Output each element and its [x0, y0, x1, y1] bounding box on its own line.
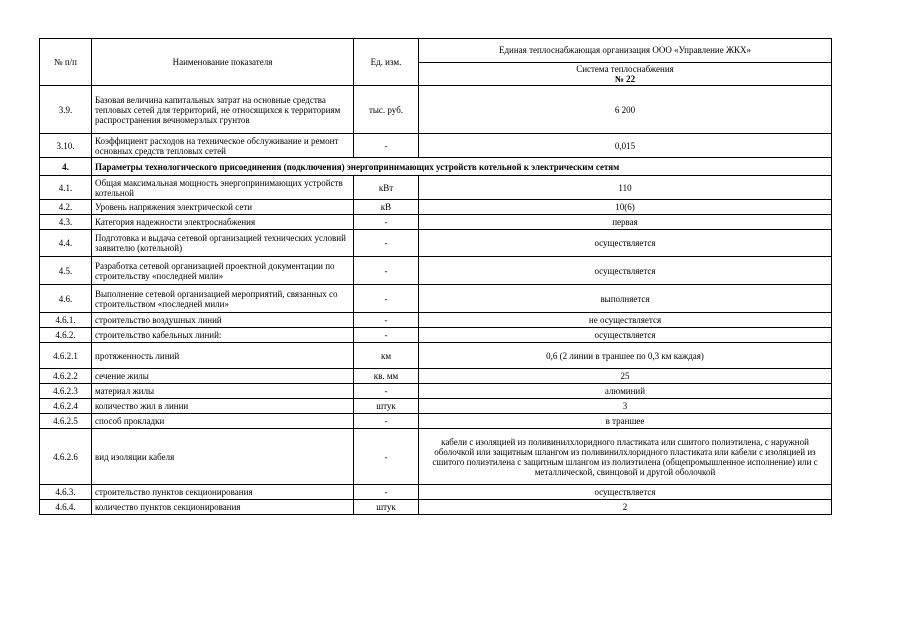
row-number: 4.6.2.3	[40, 384, 92, 399]
row-unit: тыс. руб.	[354, 86, 419, 134]
row-value: не осуществляется	[419, 313, 832, 328]
row-name: протяженность линий	[92, 343, 354, 369]
column-header-organization: Единая теплоснабжающая организация ООО «Управление ЖКХ»	[419, 39, 832, 63]
row-unit: кВт	[354, 176, 419, 200]
table-row	[40, 230, 832, 257]
row-value: осуществляется	[419, 328, 832, 343]
row-value: осуществляется	[419, 257, 832, 285]
row-number: 4.3.	[40, 215, 92, 230]
table-row	[40, 215, 832, 230]
row-unit: -	[354, 313, 419, 328]
row-value: в траншее	[419, 414, 832, 429]
table-row	[40, 414, 832, 429]
row-value: 6 200	[419, 86, 832, 134]
row-name: способ прокладки	[92, 414, 354, 429]
row-name: Базовая величина капитальных затрат на основные средства тепловых сетей для территорий, не относящихся к территориям распространения вечномерзлых грунтов	[92, 86, 354, 134]
row-number: 3.9.	[40, 86, 92, 134]
column-header-system	[419, 63, 832, 86]
row-name: Уровень напряжения электрической сети	[92, 200, 354, 215]
row-unit: -	[354, 230, 419, 257]
table-row	[40, 328, 832, 343]
row-number: 4.6.2.1	[40, 343, 92, 369]
row-number: 4.6.2.6	[40, 429, 92, 485]
row-unit: кВ	[354, 200, 419, 215]
row-number: 4.2.	[40, 200, 92, 215]
row-value: осуществляется	[419, 230, 832, 257]
row-name: строительство пунктов секционирования	[92, 485, 354, 500]
indicator-table	[39, 38, 832, 515]
table-row	[40, 134, 832, 158]
row-number: 4.	[40, 158, 92, 176]
row-value: осуществляется	[419, 485, 832, 500]
row-number: 4.6.2.4	[40, 399, 92, 414]
row-name: Коэффициент расходов на техническое обслуживание и ремонт основных средств тепловых сетей	[92, 134, 354, 158]
table-row	[40, 485, 832, 500]
row-value: 0,015	[419, 134, 832, 158]
row-unit: -	[354, 414, 419, 429]
row-value: 3	[419, 399, 832, 414]
row-name: вид изоляции кабеля	[92, 429, 354, 485]
row-value: 2	[419, 500, 832, 515]
row-name: материал жилы	[92, 384, 354, 399]
table-row	[40, 200, 832, 215]
row-value: 10(6)	[419, 200, 832, 215]
row-value: первая	[419, 215, 832, 230]
table-row	[40, 313, 832, 328]
row-number: 4.6.2.2	[40, 369, 92, 384]
table-row	[40, 86, 832, 134]
table-row	[40, 384, 832, 399]
row-name: количество пунктов секционирования	[92, 500, 354, 515]
row-name: Разработка сетевой организацией проектной документации по строительству «последней мили»	[92, 257, 354, 285]
table-row	[40, 399, 832, 414]
row-number: 4.4.	[40, 230, 92, 257]
row-name: Категория надежности электроснабжения	[92, 215, 354, 230]
row-name: Общая максимальная мощность энергопринимающих устройств котельной	[92, 176, 354, 200]
system-label: Система теплоснабжения	[576, 64, 674, 74]
row-number: 4.6.2.	[40, 328, 92, 343]
table-row	[40, 176, 832, 200]
row-value: алюминий	[419, 384, 832, 399]
table-row	[40, 429, 832, 485]
column-header-name: Наименование показателя	[92, 39, 354, 86]
header-row	[40, 39, 832, 63]
row-unit: штук	[354, 399, 419, 414]
row-unit: -	[354, 215, 419, 230]
section-row	[40, 158, 832, 176]
row-value: выполняется	[419, 285, 832, 313]
table-row	[40, 343, 832, 369]
row-value: 0,6 (2 линии в траншее по 0,3 км каждая)	[419, 343, 832, 369]
row-unit: штук	[354, 500, 419, 515]
row-number: 4.1.	[40, 176, 92, 200]
row-number: 4.6.	[40, 285, 92, 313]
row-unit: кв. мм	[354, 369, 419, 384]
row-name: Выполнение сетевой организацией мероприятий, связанных со строительством «последней мили»	[92, 285, 354, 313]
row-number: 4.6.2.5	[40, 414, 92, 429]
row-name: количество жил в линии	[92, 399, 354, 414]
row-unit: -	[354, 384, 419, 399]
row-name: строительство воздушных линий	[92, 313, 354, 328]
table-row	[40, 285, 832, 313]
section-title: Параметры технологического присоединения (подключения) энергопринимающих устройств котельной к электрическим сетям	[92, 158, 832, 176]
column-header-unit: Ед. изм.	[354, 39, 419, 86]
row-number: 4.6.4.	[40, 500, 92, 515]
row-unit: -	[354, 134, 419, 158]
row-unit: -	[354, 429, 419, 485]
row-name: строительство кабельных линий:	[92, 328, 354, 343]
row-unit: -	[354, 328, 419, 343]
row-number: 4.5.	[40, 257, 92, 285]
table-row	[40, 369, 832, 384]
row-unit: -	[354, 285, 419, 313]
row-value: кабели с изоляцией из поливинилхлоридного пластиката или сшитого полиэтилена, с наружной оболочкой или защитным шлангом из поливинилхлоридного пластиката или кабели с изоляцией из сшитого полиэтилена с защитным шлангом из полиэтилена (общепромышленное исполнение) или с металлической, свинцовой и другой оболочкой	[419, 429, 832, 485]
row-number: 3.10.	[40, 134, 92, 158]
row-value: 110	[419, 176, 832, 200]
row-number: 4.6.3.	[40, 485, 92, 500]
row-value: 25	[419, 369, 832, 384]
table-row	[40, 500, 832, 515]
row-name: Подготовка и выдача сетевой организацией технических условий заявителю (котельной)	[92, 230, 354, 257]
row-unit: км	[354, 343, 419, 369]
system-number: № 22	[614, 74, 636, 85]
column-header-number: № п/п	[40, 39, 92, 86]
row-name: сечение жилы	[92, 369, 354, 384]
row-unit: -	[354, 485, 419, 500]
row-unit: -	[354, 257, 419, 285]
table-row	[40, 257, 832, 285]
row-number: 4.6.1.	[40, 313, 92, 328]
